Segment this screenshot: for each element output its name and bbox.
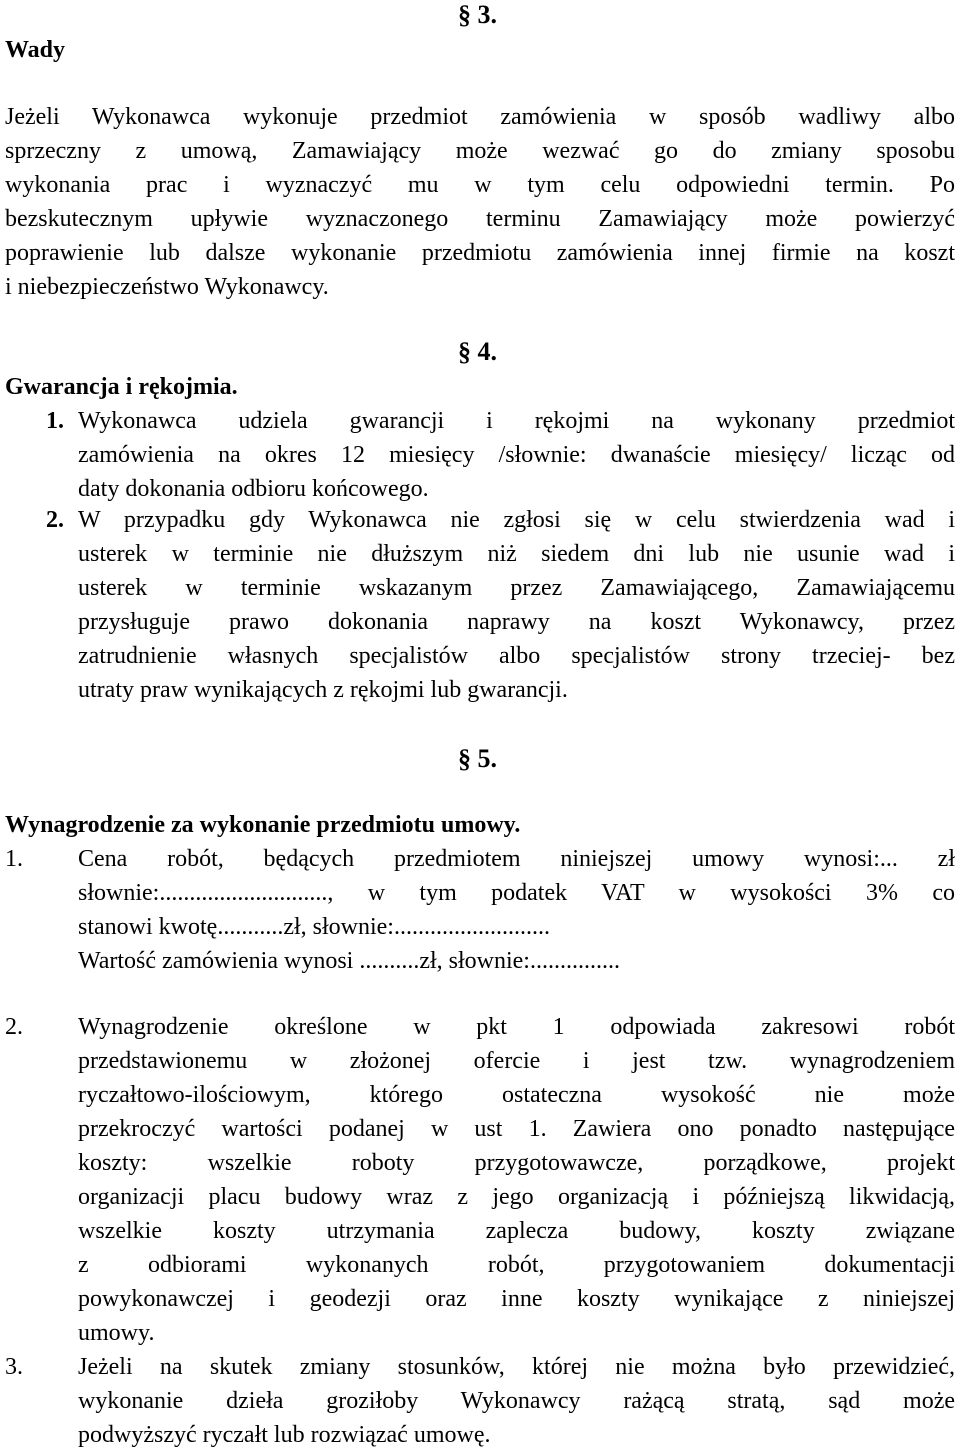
paragraph-line: zamówienia na okres 12 miesięcy /słownie: dwanaście miesięcy/ licząc od — [78, 442, 955, 468]
section-4-heading: Gwarancja i rękojmia. — [5, 374, 238, 400]
paragraph-line: Wynagrodzenie określone w pkt 1 odpowiada zakresowi robót — [78, 1014, 955, 1040]
paragraph-line: organizacji placu budowy wraz z jego organizacją i późniejszą likwidacją, — [78, 1184, 955, 1210]
paragraph-line: przekroczyć wartości podanej w ust 1. Zawiera ono ponadto następujące — [78, 1116, 955, 1142]
section-3-symbol: § 3. — [458, 0, 497, 29]
paragraph-line: wykonanie dzieła groziłoby Wykonawcy rażącą stratą, sąd może — [78, 1388, 955, 1414]
item-number: 2. — [46, 507, 64, 533]
section-4-symbol: § 4. — [458, 337, 497, 366]
paragraph-line: umowy. — [78, 1320, 155, 1346]
section-5-item-2 — [78, 1010, 955, 1350]
paragraph-line: powykonawczej i geodezji oraz inne koszty wynikające z niniejszej — [78, 1286, 955, 1312]
paragraph-line: wykonania prac i wyznaczyć mu w tym celu odpowiedni termin. Po — [5, 172, 955, 198]
paragraph-line: wszelkie koszty utrzymania zaplecza budowy, koszty związane — [78, 1218, 955, 1244]
paragraph-line: stanowi kwotę...........zł, słownie:.......................... — [78, 914, 550, 940]
section-5-item-1 — [78, 842, 955, 978]
section-3-heading: Wady — [5, 37, 66, 63]
paragraph-line: daty dokonania odbioru końcowego. — [78, 476, 429, 502]
section-5-heading: Wynagrodzenie za wykonanie przedmiotu umowy. — [5, 812, 521, 838]
paragraph-line: przedstawionemu w złożonej ofercie i jest tzw. wynagrodzeniem — [78, 1048, 955, 1074]
item-number: 3. — [5, 1354, 23, 1380]
paragraph-line: Jeżeli Wykonawca wykonuje przedmiot zamówienia w sposób wadliwy albo — [5, 104, 955, 130]
paragraph-line: z odbiorami wykonanych robót, przygotowaniem dokumentacji — [78, 1252, 955, 1278]
paragraph-line: i niebezpieczeństwo Wykonawcy. — [5, 274, 329, 300]
paragraph-line: Cena robót, będących przedmiotem niniejszej umowy wynosi:... zł — [78, 846, 955, 872]
paragraph-line: Wartość zamówienia wynosi ..........zł, słownie:............... — [78, 948, 620, 974]
paragraph-line: sprzeczny z umową, Zamawiający może wezwać go do zmiany sposobu — [5, 138, 955, 164]
paragraph-line: zatrudnienie własnych specjalistów albo specjalistów strony trzeciej- bez — [78, 643, 955, 669]
paragraph-line: W przypadku gdy Wykonawca nie zgłosi się w celu stwierdzenia wad i — [78, 507, 955, 533]
paragraph-line: słownie:............................, w tym podatek VAT w wysokości 3% co — [78, 880, 955, 906]
paragraph-line: przysługuje prawo dokonania naprawy na koszt Wykonawcy, przez — [78, 609, 955, 635]
paragraph-line: ryczałtowo-ilościowym, którego ostateczna wysokość nie może — [78, 1082, 955, 1108]
section-5-symbol: § 5. — [458, 744, 497, 773]
paragraph-line: poprawienie lub dalsze wykonanie przedmiotu zamówienia innej firmie na koszt — [5, 240, 955, 266]
paragraph-line: usterek w terminie nie dłuższym niż siedem dni lub nie usunie wad i — [78, 541, 955, 567]
paragraph-line: podwyższyć ryczałt lub rozwiązać umowę. — [78, 1422, 491, 1448]
section-5-item-3 — [78, 1350, 955, 1452]
section-4-item-2 — [78, 503, 955, 707]
paragraph-line: usterek w terminie wskazanym przez Zamawiającego, Zamawiającemu — [78, 575, 955, 601]
paragraph-line: Wykonawca udziela gwarancji i rękojmi na wykonany przedmiot — [78, 408, 955, 434]
item-number: 1. — [46, 408, 64, 434]
paragraph-line: utraty praw wynikających z rękojmi lub gwarancji. — [78, 677, 568, 703]
item-number: 2. — [5, 1014, 23, 1040]
paragraph-line: bezskutecznym upływie wyznaczonego terminu Zamawiający może powierzyć — [5, 206, 955, 232]
item-number: 1. — [5, 846, 23, 872]
paragraph-line: Jeżeli na skutek zmiany stosunków, której nie można było przewidzieć, — [78, 1354, 955, 1380]
paragraph-line: koszty: wszelkie roboty przygotowawcze, porządkowe, projekt — [78, 1150, 955, 1176]
section-3-paragraph — [5, 100, 955, 304]
section-4-item-1 — [78, 404, 955, 506]
